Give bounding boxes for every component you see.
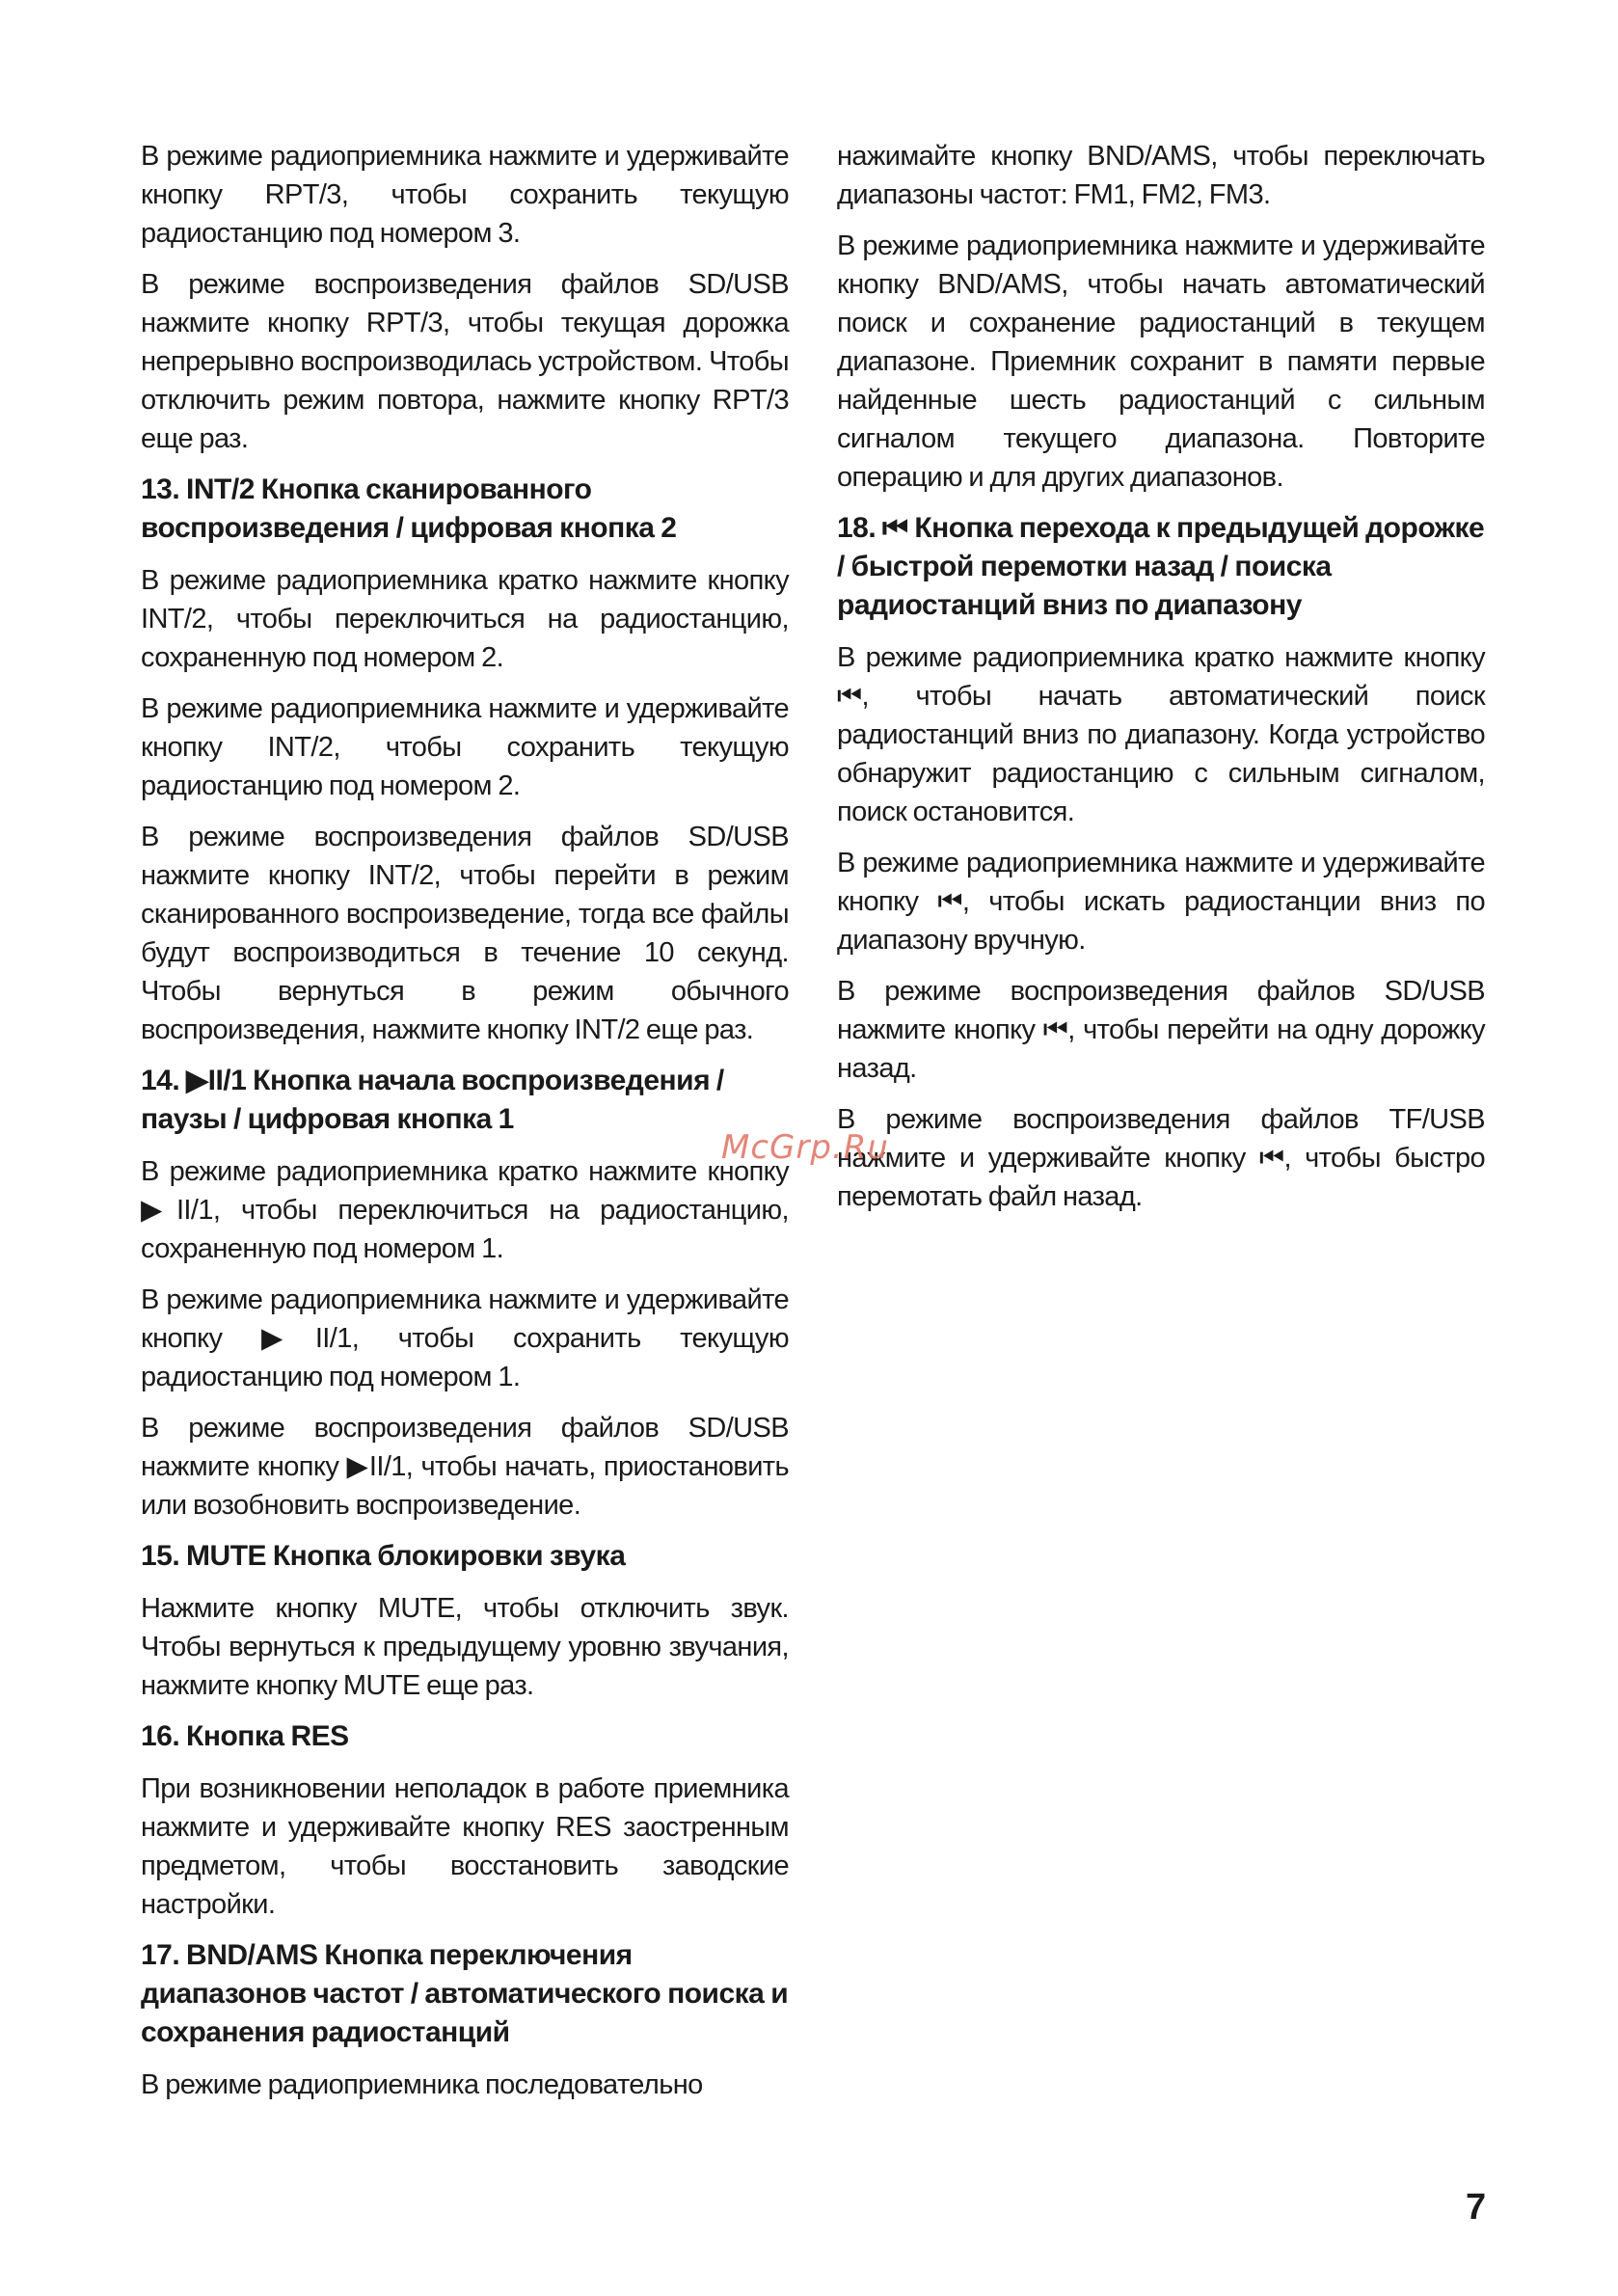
watermark: McGrp.Ru xyxy=(721,1128,889,1167)
paragraph: В режиме радиоприемника кратко нажмите кнопку ▶II/1, чтобы переключиться на радиостанцию, сохраненную под номером 1. xyxy=(141,1156,789,1264)
paragraph: В режиме радиоприемника нажмите и удерживайте кнопку INT/2, чтобы сохранить текущую радиостанцию под номером 2. xyxy=(141,693,789,801)
section-heading-14: 14. ▶II/1 Кнопка начала воспроизведения / паузы / цифровая кнопка 1 xyxy=(141,1065,724,1135)
right-column xyxy=(837,137,1485,1229)
section-heading-16: 16. Кнопка RES xyxy=(141,1720,349,1752)
left-column xyxy=(141,137,789,2117)
paragraph: При возникновении неполадок в работе приемника нажмите и удерживайте кнопку RES заостренным предметом, чтобы восстановить заводские настройки. xyxy=(141,1773,789,1920)
paragraph: В режиме воспроизведения файлов TF/USB нажмите и удерживайте кнопку ⏮, чтобы быстро перемотать файл назад. xyxy=(837,1104,1485,1212)
paragraph: В режиме радиоприемника нажмите и удерживайте кнопку RPT/3, чтобы сохранить текущую радиостанцию под номером 3. xyxy=(141,141,789,249)
paragraph: В режиме радиоприемника кратко нажмите кнопку INT/2, чтобы переключиться на радиостанцию, сохраненную под номером 2. xyxy=(141,565,789,673)
paragraph: Нажмите кнопку MUTE, чтобы отключить звук. Чтобы вернуться к предыдущему уровню звучания, нажмите кнопку MUTE еще раз. xyxy=(141,1593,789,1701)
paragraph: В режиме воспроизведения файлов SD/USB нажмите кнопку INT/2, чтобы перейти в режим сканированного воспроизведение, тогда все файлы будут воспроизводиться в течение 10 секунд. Чтобы вернуться в режим обычного воспроизведения, нажмите кнопку INT/2 еще раз. xyxy=(141,822,789,1045)
paragraph: В режиме радиоприемника нажмите и удерживайте кнопку ▶II/1, чтобы сохранить текущую радиостанцию под номером 1. xyxy=(141,1284,789,1392)
paragraph: нажимайте кнопку BND/AMS, чтобы переключать диапазоны частот: FM1, FM2, FM3. xyxy=(837,141,1485,210)
page-number: 7 xyxy=(1466,2187,1487,2228)
paragraph: В режиме радиоприемника последовательно xyxy=(141,2069,703,2100)
section-heading-15: 15. MUTE Кнопка блокировки звука xyxy=(141,1540,626,1572)
section-heading-13: 13. INT/2 Кнопка сканированного воспроизведения / цифровая кнопка 2 xyxy=(141,473,677,544)
section-heading-17: 17. BND/AMS Кнопка переключения диапазонов частот / автоматического поиска и сохранения радиостанций xyxy=(141,1939,789,2048)
section-heading-18: 18. ⏮ Кнопка перехода к предыдущей дорожке / быстрой перемотки назад / поиска радиостанций вниз по диапазону xyxy=(837,512,1485,621)
paragraph: В режиме воспроизведения файлов SD/USB нажмите кнопку ⏮, чтобы перейти на одну дорожку назад. xyxy=(837,976,1485,1084)
paragraph: В режиме радиоприемника кратко нажмите кнопку ⏮, чтобы начать автоматический поиск радиостанций вниз по диапазону. Когда устройство обнаружит радиостанцию с сильным сигналом, поиск остановится. xyxy=(837,642,1485,827)
paragraph: В режиме воспроизведения файлов SD/USB нажмите кнопку RPT/3, чтобы текущая дорожка непрерывно воспроизводилась устройством. Чтобы отключить режим повтора, нажмите кнопку RPT/3 еще раз. xyxy=(141,269,789,454)
paragraph: В режиме воспроизведения файлов SD/USB нажмите кнопку ▶II/1, чтобы начать, приостановить или возобновить воспроизведение. xyxy=(141,1413,789,1521)
paragraph: В режиме радиоприемника нажмите и удерживайте кнопку ⏮, чтобы искать радиостанции вниз по диапазону вручную. xyxy=(837,848,1485,956)
paragraph: В режиме радиоприемника нажмите и удерживайте кнопку BND/AMS, чтобы начать автоматический поиск и сохранение радиостанций в текущем диапазоне. Приемник сохранит в памяти первые найденные шесть радиостанций с сильным сигналом текущего диапазона. Повторите операцию и для других диапазонов. xyxy=(837,230,1485,493)
